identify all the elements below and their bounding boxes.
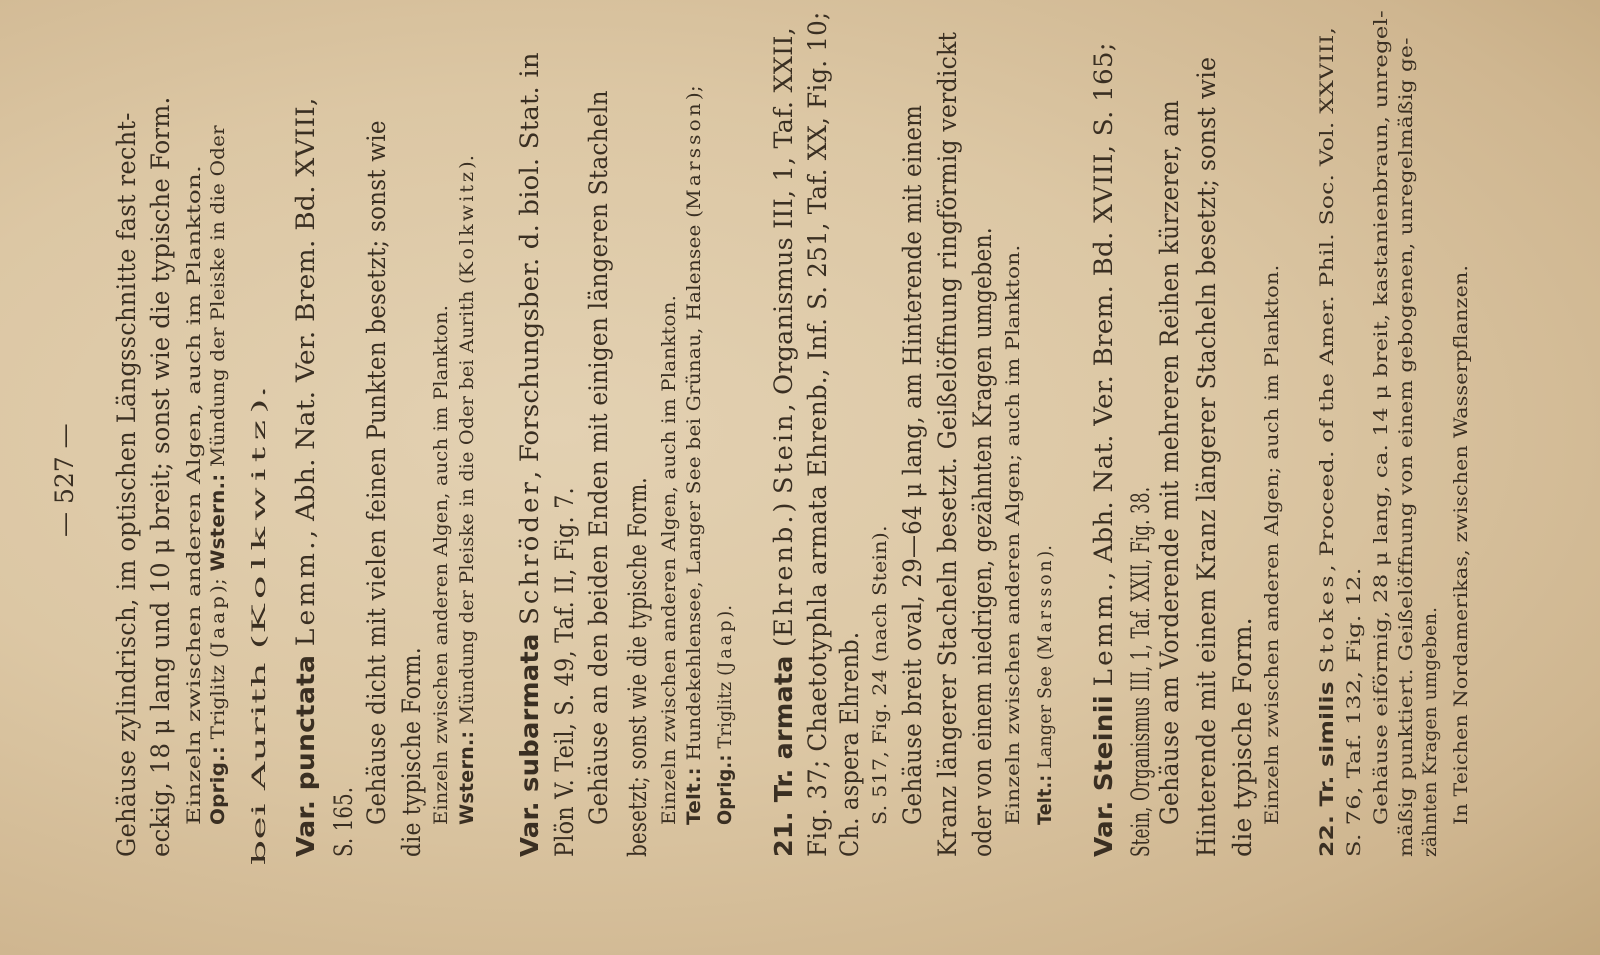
line-text: S. 76, Taf. 132, Fig. 12. bbox=[1343, 567, 1365, 857]
line-text: Hundekehlensee, Langer See bei Grünau, Halensee ( bbox=[683, 209, 705, 768]
text-line bbox=[805, 12, 830, 857]
line-text: Gehäuse an den beiden Enden mit einigen längeren Stacheln bbox=[584, 90, 613, 825]
text-line bbox=[685, 85, 704, 825]
page-number: — 527 — bbox=[50, 423, 79, 537]
line-text: Hinterende mit einem Kranz längerer Stacheln besetzt; sonst wie bbox=[1192, 56, 1221, 857]
line-text: eckig, 18 μ lang und 10 μ breit; sonst wie die typische Form. bbox=[146, 96, 175, 857]
line-text: besetzt; sonst wie die typische Form. bbox=[623, 477, 652, 857]
line-text: Gehäuse am Vorderende mit mehreren Reihen kürzerer, am bbox=[1155, 99, 1184, 825]
text-line bbox=[900, 105, 925, 825]
text-line bbox=[716, 605, 735, 825]
line-text: die typische Form. bbox=[397, 647, 426, 857]
line-text: Einzeln zwischen anderen Algen; auch im Plankton. bbox=[1261, 264, 1283, 825]
bold-text: Oprig.: bbox=[714, 754, 736, 825]
line-text: Fig. 37; Chaetotyphla armata Ehrenb., Inf. S. 251, Taf. XX, Fig. 10; bbox=[803, 11, 832, 857]
line-text: Triglitz ( bbox=[207, 650, 229, 746]
line-text: Gehäuse eiförmig, 28 μ lang, ca. 14 μ breit, kastanienbraun, unregel- bbox=[1370, 10, 1392, 825]
line-text: Einzeln zwischen anderen Algen, auch im Plankton. bbox=[183, 164, 205, 825]
bold-text: Var. Steinii bbox=[1089, 694, 1118, 857]
text-line bbox=[935, 32, 960, 857]
line-text: Langer See ( bbox=[1034, 653, 1056, 775]
bold-text: Var. punctata bbox=[291, 654, 320, 857]
text-line bbox=[1452, 265, 1471, 825]
text-line bbox=[1194, 57, 1219, 857]
line-text: oder von einem niedrigen, gezähnten Kragen umgeben. bbox=[968, 227, 997, 857]
text-line bbox=[1372, 10, 1391, 825]
line-text: ). bbox=[456, 154, 478, 169]
spaced-name: Marsson bbox=[683, 100, 705, 210]
line-text: ); bbox=[207, 571, 229, 594]
text-line bbox=[871, 525, 890, 825]
spaced-name: Lemm. bbox=[291, 538, 320, 647]
spaced-name: Stokes bbox=[1316, 571, 1338, 674]
spaced-name: Lemm. bbox=[1089, 579, 1118, 687]
line-text: die typische Form. bbox=[1228, 617, 1257, 857]
text-line bbox=[209, 125, 228, 825]
text-line bbox=[1318, 27, 1337, 857]
text-line bbox=[399, 647, 424, 857]
line-text: Gehäuse zylindrisch, im optischen Längsschnitte fast recht- bbox=[112, 112, 141, 857]
line-text: ). bbox=[714, 604, 736, 618]
line-text: In Teichen Nordamerikas, zwischen Wasserpflanzen. bbox=[1450, 264, 1472, 825]
spaced-name: Marsson bbox=[1034, 557, 1056, 654]
line-text: Ch. aspera Ehrenb. bbox=[835, 631, 864, 857]
text-line bbox=[1421, 607, 1440, 857]
bold-text: 21. Tr. armata bbox=[769, 655, 798, 857]
text-line bbox=[660, 295, 679, 825]
text-line bbox=[586, 90, 611, 825]
text-line bbox=[1157, 100, 1182, 825]
line-text: , Abh. Nat. Ver. Brem. Bd. XVIII, bbox=[291, 97, 320, 539]
bold-text: Wstern.: bbox=[456, 730, 478, 825]
text-line bbox=[185, 165, 204, 825]
line-text: S. 517, Fig. 24 (nach Stein). bbox=[869, 525, 891, 825]
line-text: Einzeln zwischen anderen Algen, auch im Plankton. bbox=[658, 294, 680, 825]
line-text: Mündung der Pleiske in die Oder bbox=[207, 125, 229, 474]
bold-text: Telt.: bbox=[683, 767, 705, 825]
spaced-name: Kolkwitz bbox=[248, 413, 270, 634]
line-text: , Organismus III, 1, Taf. XXII, bbox=[769, 27, 798, 412]
text-line bbox=[837, 632, 862, 857]
line-text: zähnten Kragen umgeben. bbox=[1419, 606, 1441, 857]
text-line bbox=[1263, 264, 1282, 825]
line-text: Gehäuse breit oval, 29—64 μ lang, am Hinterende mit einem bbox=[898, 104, 927, 825]
bold-text: 22. Tr. similis bbox=[1316, 681, 1338, 857]
line-text: S. 165. bbox=[329, 786, 358, 857]
text-line bbox=[293, 97, 318, 857]
text-line bbox=[1230, 617, 1255, 857]
line-text: bei Aurith ( bbox=[248, 633, 270, 865]
line-text: Kranz längerer Stacheln besetzt. Geißelöffnung ringförmig verdickt bbox=[933, 31, 962, 857]
line-text: ) bbox=[769, 494, 798, 513]
line-text: Einzeln zwischen anderen Algen; auch im Plankton. bbox=[1002, 244, 1024, 825]
spaced-name: Ehrenb. bbox=[769, 512, 798, 637]
line-text: Triglitz ( bbox=[714, 668, 736, 755]
bold-text: Var. subarmata bbox=[515, 633, 544, 857]
text-line bbox=[517, 52, 542, 857]
line-text: ( bbox=[769, 636, 798, 656]
line-text: , Proceed. of the Amer. Phil. Soc. Vol. XXVIII, bbox=[1316, 26, 1338, 572]
line-text bbox=[291, 646, 320, 655]
text-line bbox=[458, 155, 477, 825]
line-text: ); bbox=[683, 85, 705, 101]
text-line bbox=[250, 385, 269, 865]
text-line bbox=[331, 787, 356, 857]
line-text: Stein, Organismus III, 1, Taf. XXII, Fig. 38. bbox=[1126, 486, 1155, 857]
line-text bbox=[1089, 686, 1118, 695]
text-line bbox=[114, 112, 139, 857]
line-text bbox=[1316, 673, 1338, 681]
spaced-name: Schröder bbox=[515, 479, 544, 625]
line-text: Plön V. Teil, S. 49, Taf. II, Fig. 7. bbox=[550, 487, 579, 857]
text-line bbox=[1036, 545, 1055, 825]
line-text: ). bbox=[248, 385, 270, 414]
spaced-name: Stein bbox=[769, 411, 798, 495]
spaced-name: Jaap bbox=[714, 617, 736, 669]
text-line bbox=[1004, 244, 1023, 825]
text-line bbox=[552, 487, 577, 857]
spaced-name: Jaap bbox=[207, 593, 229, 651]
line-text: Gehäuse dicht mit vielen feinen Punkten besetzt; sonst wie bbox=[362, 120, 391, 825]
line-text: , Forschungsber. d. biol. Stat. in bbox=[515, 52, 544, 480]
spaced-name: Kolkwitz bbox=[456, 168, 478, 277]
line-text: mäßig punktiert. Geißelöffnung von einem gebogenen, unregelmäßig ge- bbox=[1395, 37, 1417, 857]
text-line bbox=[1397, 37, 1416, 857]
line-text: Einzeln zwischen anderen Algen, auch im Plankton. bbox=[430, 304, 452, 825]
text-line bbox=[1345, 567, 1364, 857]
line-text: Mündung der Pleiske in die Oder bei Aurith ( bbox=[456, 276, 478, 731]
text-line bbox=[970, 227, 995, 857]
bold-text: Telt.: bbox=[1034, 774, 1056, 825]
bold-text: Oprig.: bbox=[207, 745, 229, 825]
text-line bbox=[771, 27, 796, 857]
text-line bbox=[1128, 487, 1153, 857]
bold-text: Wstern.: bbox=[207, 473, 229, 572]
text-line bbox=[364, 120, 389, 825]
text-line bbox=[432, 305, 451, 825]
line-text: ). bbox=[1034, 544, 1056, 558]
line-text bbox=[515, 625, 544, 633]
text-line bbox=[1091, 42, 1116, 857]
text-line bbox=[148, 97, 173, 857]
text-line bbox=[625, 477, 650, 857]
line-text: , Abh. Nat. Ver. Brem. Bd. XVIII, S. 165; bbox=[1089, 42, 1118, 580]
